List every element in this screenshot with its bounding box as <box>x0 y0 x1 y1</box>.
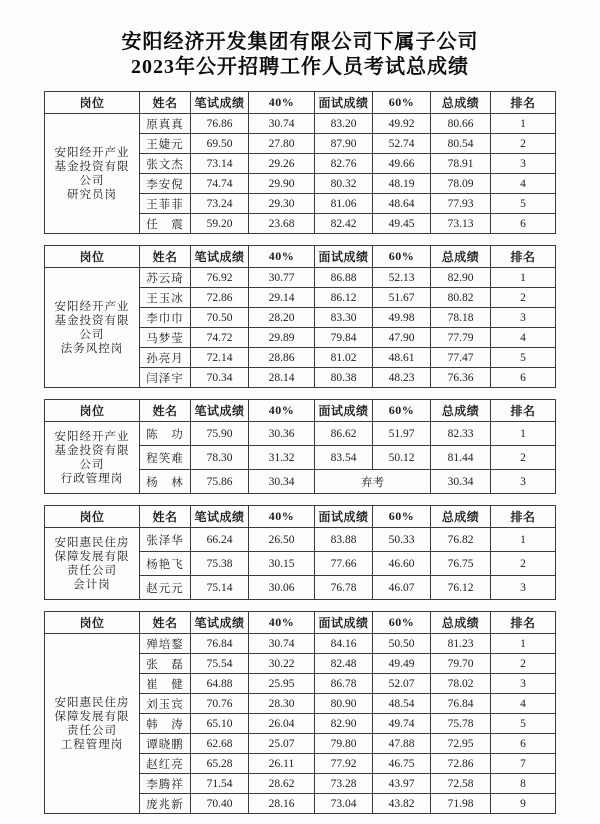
weighted-60-cell: 50.50 <box>373 634 431 654</box>
weighted-60-cell: 43.97 <box>373 774 431 794</box>
weighted-60-cell: 46.60 <box>373 552 431 576</box>
weighted-60-cell: 47.90 <box>373 328 431 348</box>
rank-cell: 2 <box>491 552 556 576</box>
interview-score-cell: 77.92 <box>315 754 373 774</box>
interview-score-cell: 82.42 <box>315 214 373 234</box>
weighted-40-cell: 28.62 <box>249 774 315 794</box>
weighted-60-cell: 49.92 <box>373 114 431 134</box>
rank-cell: 2 <box>491 288 556 308</box>
written-score-cell: 70.76 <box>191 694 249 714</box>
weighted-40-cell: 29.90 <box>249 174 315 194</box>
total-score-cell: 72.86 <box>431 754 491 774</box>
name-cell: 赵红亮 <box>140 754 191 774</box>
written-score-cell: 70.34 <box>191 368 249 388</box>
weighted-60-cell: 49.98 <box>373 308 431 328</box>
weighted-40-cell: 30.34 <box>249 470 315 494</box>
column-header: 岗位 <box>45 246 140 268</box>
column-header: 排名 <box>491 612 556 634</box>
weighted-40-cell: 28.16 <box>249 794 315 814</box>
interview-score-cell: 83.20 <box>315 114 373 134</box>
interview-score-cell: 82.76 <box>315 154 373 174</box>
interview-score-cell: 82.48 <box>315 654 373 674</box>
weighted-40-cell: 30.77 <box>249 268 315 288</box>
written-score-cell: 75.86 <box>191 470 249 494</box>
rank-cell: 3 <box>491 674 556 694</box>
interview-score-cell: 84.16 <box>315 634 373 654</box>
abandoned-exam-cell: 弃考 <box>315 470 431 494</box>
total-score-cell: 78.02 <box>431 674 491 694</box>
rank-cell: 5 <box>491 714 556 734</box>
column-header: 面试成绩 <box>315 506 373 528</box>
weighted-40-cell: 25.07 <box>249 734 315 754</box>
table-row <box>45 528 556 552</box>
name-cell: 赵元元 <box>140 576 191 600</box>
weighted-40-cell: 26.11 <box>249 754 315 774</box>
weighted-60-cell: 49.49 <box>373 654 431 674</box>
interview-score-cell: 86.78 <box>315 674 373 694</box>
interview-score-cell: 77.66 <box>315 552 373 576</box>
written-score-cell: 65.28 <box>191 754 249 774</box>
written-score-cell: 65.10 <box>191 714 249 734</box>
column-header: 面试成绩 <box>315 400 373 422</box>
column-header: 面试成绩 <box>315 612 373 634</box>
total-score-cell: 76.82 <box>431 528 491 552</box>
column-header: 姓名 <box>140 612 191 634</box>
name-cell: 张泽华 <box>140 528 191 552</box>
interview-score-cell: 86.12 <box>315 288 373 308</box>
written-score-cell: 75.14 <box>191 576 249 600</box>
column-header: 40% <box>249 506 315 528</box>
interview-score-cell: 80.32 <box>315 174 373 194</box>
page-title <box>0 0 600 80</box>
weighted-40-cell: 29.26 <box>249 154 315 174</box>
rank-cell: 3 <box>491 576 556 600</box>
written-score-cell: 73.14 <box>191 154 249 174</box>
name-cell: 王玉冰 <box>140 288 191 308</box>
weighted-60-cell: 51.97 <box>373 422 431 446</box>
column-header: 岗位 <box>45 612 140 634</box>
weighted-60-cell: 48.54 <box>373 694 431 714</box>
column-header: 总成绩 <box>431 246 491 268</box>
written-score-cell: 66.24 <box>191 528 249 552</box>
written-score-cell: 74.74 <box>191 174 249 194</box>
column-header: 岗位 <box>45 400 140 422</box>
rank-cell: 5 <box>491 348 556 368</box>
written-score-cell: 70.40 <box>191 794 249 814</box>
column-header: 姓名 <box>140 506 191 528</box>
weighted-40-cell: 26.04 <box>249 714 315 734</box>
rank-cell: 4 <box>491 694 556 714</box>
weighted-40-cell: 31.32 <box>249 446 315 470</box>
header-row <box>45 400 556 422</box>
interview-score-cell: 86.62 <box>315 422 373 446</box>
name-cell: 刘玉宾 <box>140 694 191 714</box>
rank-cell: 1 <box>491 634 556 654</box>
written-score-cell: 75.90 <box>191 422 249 446</box>
weighted-60-cell: 50.12 <box>373 446 431 470</box>
interview-score-cell: 83.30 <box>315 308 373 328</box>
written-score-cell: 69.50 <box>191 134 249 154</box>
weighted-60-cell: 52.74 <box>373 134 431 154</box>
weighted-60-cell: 48.23 <box>373 368 431 388</box>
weighted-40-cell: 30.74 <box>249 634 315 654</box>
interview-score-cell: 87.90 <box>315 134 373 154</box>
column-header: 总成绩 <box>431 506 491 528</box>
interview-score-cell: 73.28 <box>315 774 373 794</box>
column-header: 面试成绩 <box>315 246 373 268</box>
score-table <box>44 245 556 388</box>
rank-cell: 4 <box>491 328 556 348</box>
rank-cell: 8 <box>491 774 556 794</box>
column-header: 40% <box>249 400 315 422</box>
position-cell: 安阳惠民住房 保障发展有限 责任公司 会计岗 <box>45 528 140 600</box>
interview-score-cell: 80.38 <box>315 368 373 388</box>
name-cell: 殚培鍪 <box>140 634 191 654</box>
total-score-cell: 76.12 <box>431 576 491 600</box>
column-header: 总成绩 <box>431 400 491 422</box>
interview-score-cell: 81.06 <box>315 194 373 214</box>
rank-cell: 3 <box>491 154 556 174</box>
column-header: 排名 <box>491 400 556 422</box>
total-score-cell: 78.18 <box>431 308 491 328</box>
name-cell: 杨艳飞 <box>140 552 191 576</box>
rank-cell: 6 <box>491 368 556 388</box>
weighted-40-cell: 30.36 <box>249 422 315 446</box>
total-score-cell: 72.95 <box>431 734 491 754</box>
written-score-cell: 72.86 <box>191 288 249 308</box>
weighted-60-cell: 46.75 <box>373 754 431 774</box>
name-cell: 马梦莹 <box>140 328 191 348</box>
total-score-cell: 78.09 <box>431 174 491 194</box>
total-score-cell: 73.13 <box>431 214 491 234</box>
total-score-cell: 82.33 <box>431 422 491 446</box>
total-score-cell: 76.75 <box>431 552 491 576</box>
weighted-60-cell: 49.74 <box>373 714 431 734</box>
score-table <box>44 611 556 814</box>
name-cell: 杨 林 <box>140 470 191 494</box>
interview-score-cell: 79.80 <box>315 734 373 754</box>
column-header: 总成绩 <box>431 92 491 114</box>
column-header: 总成绩 <box>431 612 491 634</box>
column-header: 排名 <box>491 506 556 528</box>
weighted-60-cell: 46.07 <box>373 576 431 600</box>
name-cell: 任 震 <box>140 214 191 234</box>
name-cell: 韩 涛 <box>140 714 191 734</box>
interview-score-cell: 73.04 <box>315 794 373 814</box>
name-cell: 李腾祥 <box>140 774 191 794</box>
name-cell: 程笑难 <box>140 446 191 470</box>
score-table <box>44 505 556 600</box>
weighted-60-cell: 49.45 <box>373 214 431 234</box>
written-score-cell: 71.54 <box>191 774 249 794</box>
rank-cell: 3 <box>491 308 556 328</box>
column-header: 40% <box>249 92 315 114</box>
written-score-cell: 76.92 <box>191 268 249 288</box>
title-line-1: 安阳经济开发集团有限公司下属子公司 <box>121 31 479 53</box>
written-score-cell: 72.14 <box>191 348 249 368</box>
total-score-cell: 80.82 <box>431 288 491 308</box>
total-score-cell: 81.44 <box>431 446 491 470</box>
total-score-cell: 80.54 <box>431 134 491 154</box>
column-header: 岗位 <box>45 92 140 114</box>
name-cell: 谭晓鹏 <box>140 734 191 754</box>
total-score-cell: 78.91 <box>431 154 491 174</box>
title-line-2: 2023年公开招聘工作人员考试总成绩 <box>131 56 469 78</box>
weighted-40-cell: 28.86 <box>249 348 315 368</box>
interview-score-cell: 83.54 <box>315 446 373 470</box>
column-header: 姓名 <box>140 92 191 114</box>
name-cell: 原真真 <box>140 114 191 134</box>
interview-score-cell: 79.84 <box>315 328 373 348</box>
weighted-40-cell: 29.89 <box>249 328 315 348</box>
name-cell: 闫泽宇 <box>140 368 191 388</box>
weighted-40-cell: 25.95 <box>249 674 315 694</box>
header-row <box>45 92 556 114</box>
written-score-cell: 62.68 <box>191 734 249 754</box>
total-score-cell: 77.47 <box>431 348 491 368</box>
interview-score-cell: 86.88 <box>315 268 373 288</box>
column-header: 40% <box>249 246 315 268</box>
column-header: 40% <box>249 612 315 634</box>
rank-cell: 9 <box>491 794 556 814</box>
column-header: 60% <box>373 92 431 114</box>
rank-cell: 3 <box>491 470 556 494</box>
header-row <box>45 506 556 528</box>
weighted-60-cell: 48.19 <box>373 174 431 194</box>
rank-cell: 7 <box>491 754 556 774</box>
table-row <box>45 268 556 288</box>
name-cell: 王婕元 <box>140 134 191 154</box>
column-header: 姓名 <box>140 400 191 422</box>
total-score-cell: 72.58 <box>431 774 491 794</box>
rank-cell: 1 <box>491 422 556 446</box>
interview-score-cell: 80.90 <box>315 694 373 714</box>
weighted-40-cell: 29.30 <box>249 194 315 214</box>
weighted-60-cell: 43.82 <box>373 794 431 814</box>
weighted-40-cell: 29.14 <box>249 288 315 308</box>
written-score-cell: 74.72 <box>191 328 249 348</box>
weighted-60-cell: 49.66 <box>373 154 431 174</box>
name-cell: 庞兆新 <box>140 794 191 814</box>
column-header: 排名 <box>491 92 556 114</box>
weighted-60-cell: 52.07 <box>373 674 431 694</box>
total-score-cell: 77.79 <box>431 328 491 348</box>
weighted-40-cell: 28.30 <box>249 694 315 714</box>
column-header: 60% <box>373 246 431 268</box>
column-header: 姓名 <box>140 246 191 268</box>
column-header: 排名 <box>491 246 556 268</box>
name-cell: 张 磊 <box>140 654 191 674</box>
column-header: 60% <box>373 612 431 634</box>
rank-cell: 6 <box>491 734 556 754</box>
weighted-40-cell: 30.15 <box>249 552 315 576</box>
rank-cell: 2 <box>491 446 556 470</box>
written-score-cell: 73.24 <box>191 194 249 214</box>
weighted-40-cell: 30.74 <box>249 114 315 134</box>
written-score-cell: 78.30 <box>191 446 249 470</box>
written-score-cell: 64.88 <box>191 674 249 694</box>
weighted-40-cell: 28.14 <box>249 368 315 388</box>
total-score-cell: 30.34 <box>431 470 491 494</box>
weighted-60-cell: 48.64 <box>373 194 431 214</box>
header-row <box>45 246 556 268</box>
rank-cell: 2 <box>491 654 556 674</box>
score-tables <box>0 91 600 814</box>
table-row <box>45 422 556 446</box>
weighted-60-cell: 48.61 <box>373 348 431 368</box>
total-score-cell: 79.70 <box>431 654 491 674</box>
written-score-cell: 76.84 <box>191 634 249 654</box>
rank-cell: 4 <box>491 174 556 194</box>
total-score-cell: 76.84 <box>431 694 491 714</box>
column-header: 笔试成绩 <box>191 506 249 528</box>
table-row <box>45 114 556 134</box>
weighted-60-cell: 50.33 <box>373 528 431 552</box>
written-score-cell: 59.20 <box>191 214 249 234</box>
weighted-40-cell: 26.50 <box>249 528 315 552</box>
column-header: 岗位 <box>45 506 140 528</box>
position-cell: 安阳经开产业 基金投资有限 公司 法务风控岗 <box>45 268 140 388</box>
weighted-40-cell: 23.68 <box>249 214 315 234</box>
weighted-40-cell: 28.20 <box>249 308 315 328</box>
weighted-60-cell: 52.13 <box>373 268 431 288</box>
weighted-60-cell: 51.67 <box>373 288 431 308</box>
total-score-cell: 75.78 <box>431 714 491 734</box>
rank-cell: 2 <box>491 134 556 154</box>
written-score-cell: 70.50 <box>191 308 249 328</box>
name-cell: 王菲菲 <box>140 194 191 214</box>
column-header: 笔试成绩 <box>191 400 249 422</box>
column-header: 笔试成绩 <box>191 246 249 268</box>
name-cell: 陈 功 <box>140 422 191 446</box>
score-table <box>44 91 556 234</box>
weighted-60-cell: 47.88 <box>373 734 431 754</box>
score-table <box>44 399 556 494</box>
position-cell: 安阳惠民住房 保障发展有限 责任公司 工程管理岗 <box>45 634 140 814</box>
weighted-40-cell: 27.80 <box>249 134 315 154</box>
interview-score-cell: 83.88 <box>315 528 373 552</box>
total-score-cell: 81.23 <box>431 634 491 654</box>
rank-cell: 6 <box>491 214 556 234</box>
column-header: 面试成绩 <box>315 92 373 114</box>
column-header: 笔试成绩 <box>191 612 249 634</box>
interview-score-cell: 76.78 <box>315 576 373 600</box>
rank-cell: 1 <box>491 528 556 552</box>
rank-cell: 5 <box>491 194 556 214</box>
name-cell: 孙亮月 <box>140 348 191 368</box>
column-header: 60% <box>373 400 431 422</box>
name-cell: 李巾巾 <box>140 308 191 328</box>
total-score-cell: 80.66 <box>431 114 491 134</box>
name-cell: 李安倪 <box>140 174 191 194</box>
written-score-cell: 76.86 <box>191 114 249 134</box>
position-cell: 安阳经开产业 基金投资有限 公司 行政管理岗 <box>45 422 140 494</box>
name-cell: 崔 健 <box>140 674 191 694</box>
weighted-40-cell: 30.06 <box>249 576 315 600</box>
column-header: 60% <box>373 506 431 528</box>
total-score-cell: 77.93 <box>431 194 491 214</box>
name-cell: 苏云琦 <box>140 268 191 288</box>
total-score-cell: 82.90 <box>431 268 491 288</box>
interview-score-cell: 81.02 <box>315 348 373 368</box>
rank-cell: 1 <box>491 268 556 288</box>
column-header: 笔试成绩 <box>191 92 249 114</box>
position-cell: 安阳经开产业 基金投资有限 公司 研究员岗 <box>45 114 140 234</box>
weighted-40-cell: 30.22 <box>249 654 315 674</box>
interview-score-cell: 82.90 <box>315 714 373 734</box>
table-row <box>45 634 556 654</box>
rank-cell: 1 <box>491 114 556 134</box>
written-score-cell: 75.38 <box>191 552 249 576</box>
total-score-cell: 76.36 <box>431 368 491 388</box>
written-score-cell: 75.54 <box>191 654 249 674</box>
name-cell: 张文杰 <box>140 154 191 174</box>
total-score-cell: 71.98 <box>431 794 491 814</box>
header-row <box>45 612 556 634</box>
